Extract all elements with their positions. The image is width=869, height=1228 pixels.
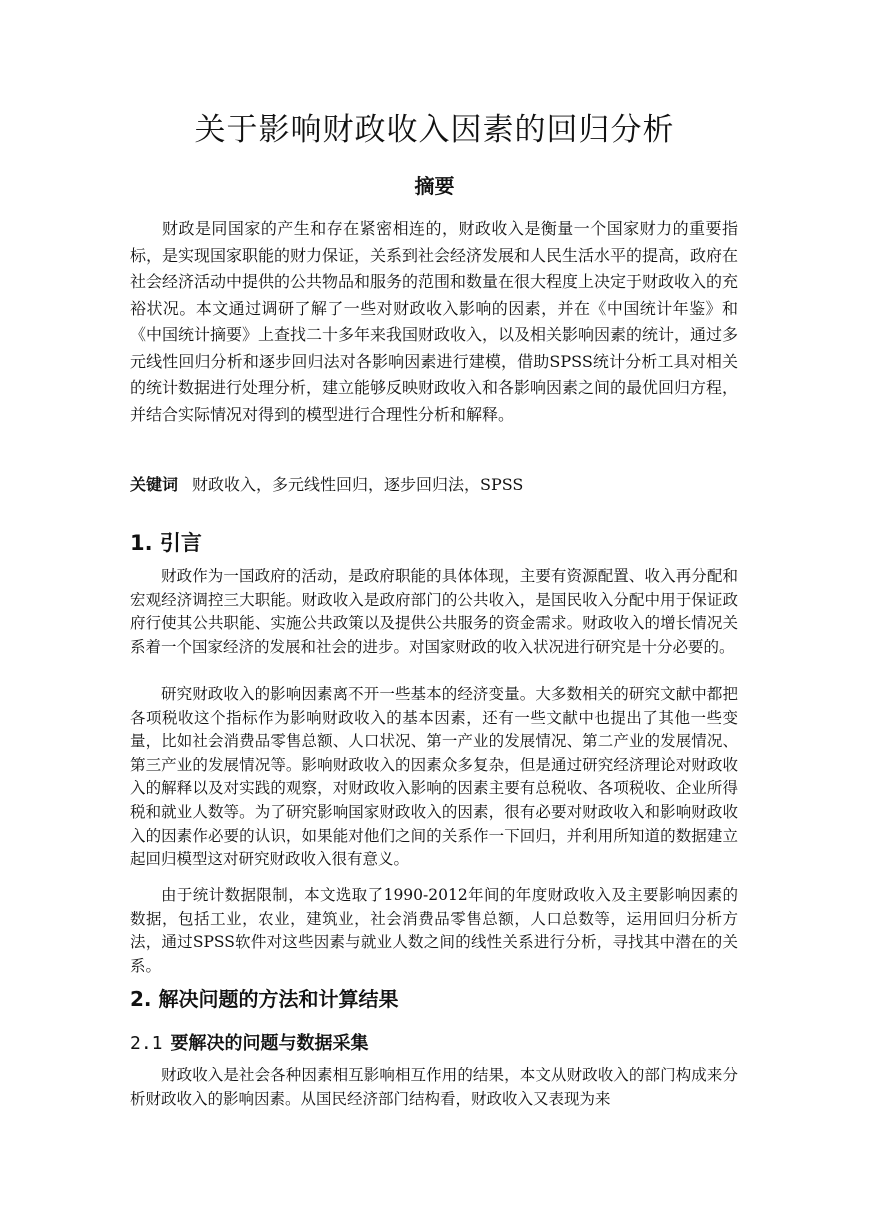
section-2-heading: 2. 解决问题的方法和计算结果 [130, 987, 399, 1011]
section-1-paragraph: 财政作为一国政府的活动，是政府职能的具体体现，主要有资源配置、收入再分配和宏观经济调控三大职能。财政收入是政府部门的公共收入，是国民收入分配中用于保证政府行使其公共职能、实施公共政策以及提供公共服务的资金需求。财政收入的增长情况关系着一个国家经济的发展和社会的进步。对国家财政的收入状况进行研究是十分必要的。 [130, 567, 738, 656]
keywords-text: 财政收入，多元线性回归，逐步回归法，SPSS [192, 475, 524, 494]
paper-title: 关于影响财政收入因素的回归分析 [194, 112, 675, 148]
keywords-label: 关键词 [130, 475, 179, 494]
section-2-1-title: 要解决的问题与数据采集 [170, 1033, 369, 1054]
section-1-paragraph: 由于统计数据限制，本文选取了1990-2012年间的年度财政收入及主要影响因素的数据，包括工业，农业，建筑业，社会消费品零售总额，人口总数等，运用回归分析方法，通过SPSS软件对这些因素与就业人数之间的线性关系进行分析，寻找其中潜在的关系。 [130, 886, 738, 975]
section-1-heading: 1. 引言 [130, 531, 202, 555]
abstract-text: 财政是同国家的产生和存在紧密相连的，财政收入是衡量一个国家财力的重要指标，是实现国家职能的财力保证，关系到社会经济发展和人民生活水平的提高，政府在社会经济活动中提供的公共物品和服务的范围和数量在很大程度上决定于财政收入的充裕状况。本文通过调研了解了一些对财政收入影响的因素，并在《中国统计年鉴》和《中国统计摘要》上查找二十多年来我国财政收入，以及相关影响因素的统计，通过多元线性回归分析和逐步回归法对各影响因素进行建模，借助SPSS统计分析工具对相关的统计数据进行处理分析，建立能够反映财政收入和各影响因素之间的最优回归方程，并结合实际情况对得到的模型进行合理性分析和解释。 [130, 219, 739, 424]
section-2-1-number: 2.1 [130, 1033, 163, 1054]
abstract-heading: 摘要 [414, 174, 455, 198]
section-2-1-paragraph: 财政收入是社会各种因素相互影响相互作用的结果，本文从财政收入的部门构成来分析财政收入的影响因素。从国民经济部门结构看，财政收入又表现为来 [130, 1066, 738, 1108]
section-2-1-heading [130, 1029, 369, 1055]
keywords-line [130, 473, 738, 497]
section-1-paragraph: 研究财政收入的影响因素离不开一些基本的经济变量。大多数相关的研究文献中都把各项税收这个指标作为影响财政收入的基本因素，还有一些文献中也提出了其他一些变量，比如社会消费品零售总额、人口状况、第一产业的发展情况、第二产业的发展情况、第三产业的发展情况等。影响财政收入的因素众多复杂，但是通过研究经济理论对财政收入的解释以及对实践的观察，对财政收入影响的因素主要有总税收、各项税收、企业所得税和就业人数等。为了研究影响国家财政收入的因素，很有必要对财政收入和影响财政收入的因素作必要的认识，如果能对他们之间的关系作一下回归，并利用所知道的数据建立起回归模型这对研究财政收入很有意义。 [130, 685, 738, 869]
